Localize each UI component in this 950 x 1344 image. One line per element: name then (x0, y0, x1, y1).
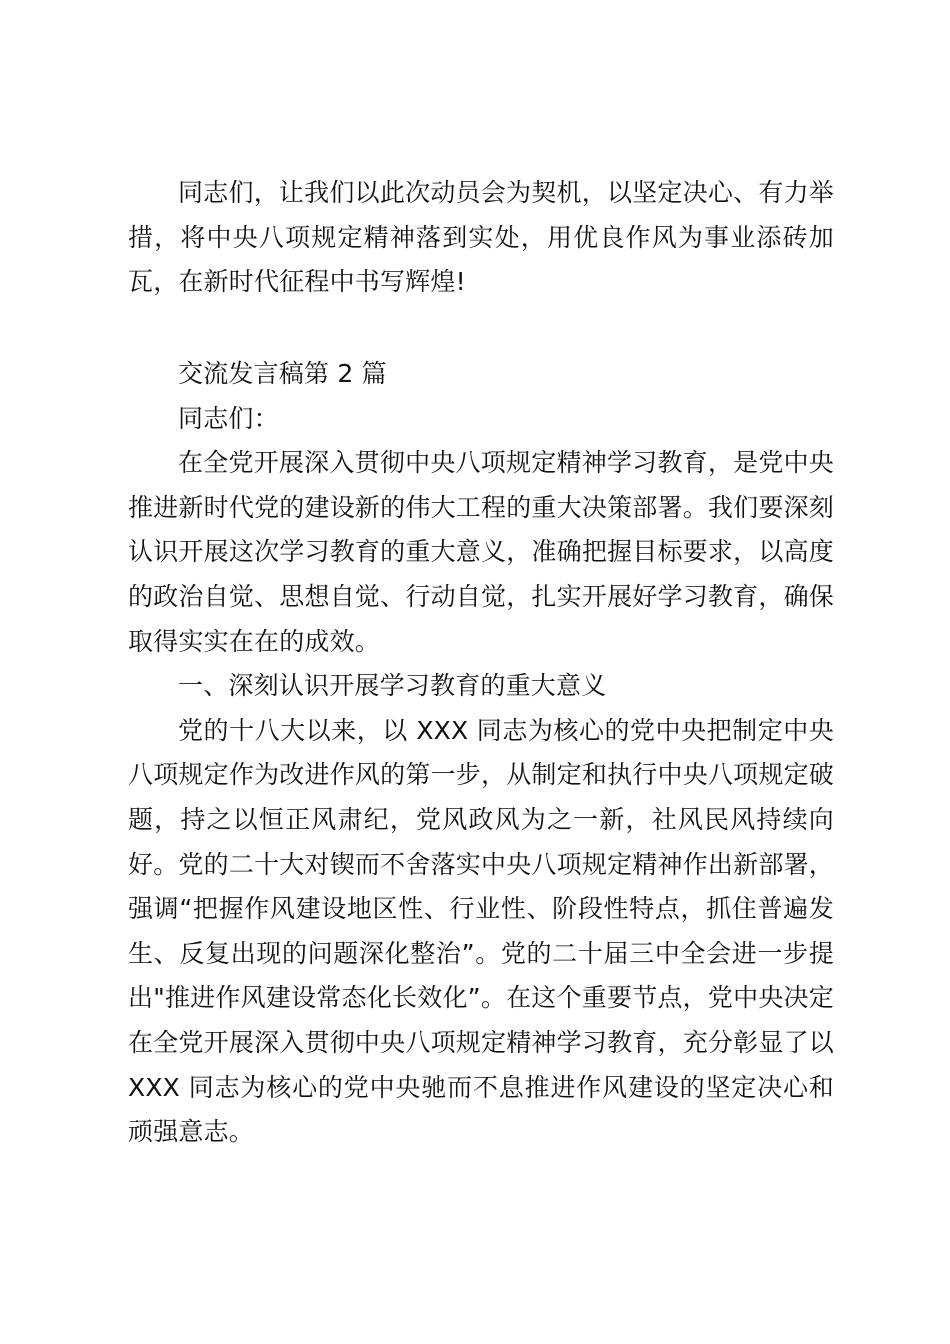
section-title: 交流发言稿第 2 篇 (178, 359, 387, 388)
speech-section (128, 352, 834, 1155)
intro-paragraph: 在全党开展深入贯彻中央八项规定精神学习教育，是党中央推进新时代党的建设新的伟大工程的重大决策部署。我们要深刻认识开展这次学习教育的重大意义，准确把握目标要求，以高度的政治自觉、思想自觉、行动自觉，扎实开展好学习教育，确保取得实实在在的成效。 (128, 448, 834, 656)
body-paragraph: 党的十八大以来，以 XXX 同志为核心的党中央把制定中央八项规定作为改进作风的第一步，从制定和执行中央八项规定破题，持之以恒正风肃纪，党风政风为之一新，社风民风持续向好。党的二十大对锲而不舍落实中央八项规定精神作出新部署，强调“把握作风建设地区性、行业性、阶段性特点，抓住普遍发生、反复出现的问题深化整治”。党的二十届三中全会进一步提出"推进作风建设常态化长效化”。在这个重要节点，党中央决定在全党开展深入贯彻中央八项规定精神学习教育，充分彰显了以XXX 同志为核心的党中央驰而不息推进作风建设的坚定决心和顽强意志。 (128, 715, 834, 1147)
closing-section (128, 171, 834, 305)
heading-one: 一、深刻认识开展学习教育的重大意义 (178, 671, 607, 701)
salutation: 同志们： (178, 403, 279, 433)
closing-paragraph: 同志们，让我们以此次动员会为契机，以坚定决心、有力举措，将中央八项规定精神落到实处，用优良作风为事业添砖加瓦，在新时代征程中书写辉煌! (128, 178, 834, 297)
